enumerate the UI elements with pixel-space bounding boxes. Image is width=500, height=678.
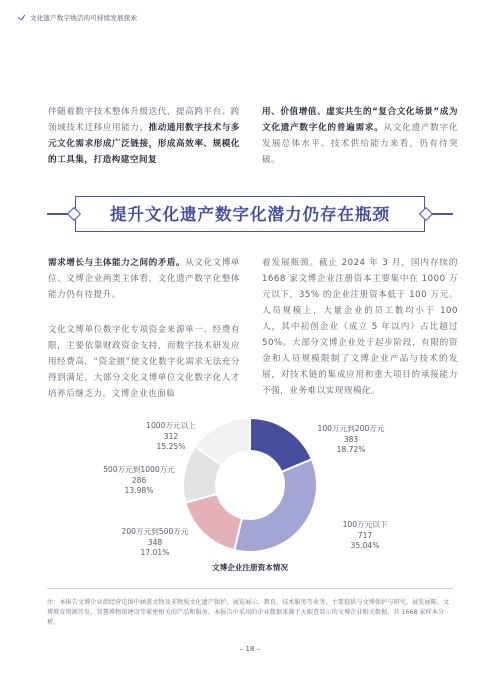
- slice-label-100-200: [296, 424, 406, 456]
- page-number: – 18 –: [239, 645, 261, 653]
- slice-value: 286: [131, 475, 147, 485]
- intro-right-text: 从文化遗产数字化发展总体水平、技术供给能力来看，仍有待突破。: [262, 123, 458, 165]
- slice-value: 717: [357, 530, 373, 540]
- intro-right-bold: 用、价值增值、虚实共生的“复合文化场景”成为文化遗产数字化的普遍需求。: [262, 107, 458, 133]
- slice-label-500-1000: [84, 465, 194, 497]
- slice-name: 100万元到200万元: [317, 424, 385, 433]
- slice-percent: 18.72%: [336, 445, 366, 454]
- body-left-paragraph-2: 文化文博单位数字化专项资金来源单一、经费有限，主要依靠财政资金支持，而数字技术研发应用经费高，“资金匮”使文化数字化需求无法充分得到满足，大部分文化文博单位文化数字化人才培养后继乏力。文博企业也面临: [48, 325, 240, 399]
- body-left-text: 从文化文博单位、文博企业两类主体看，文化遗产数字化整体能力仍有待提升。: [48, 258, 240, 300]
- footnote: 注：本报告文博企业指经营范围中涵盖文物及非物质文化遗产保护、展览展示、教育、技术服务等业务，主要提供与文博保护与研究、展览展陈、文博教育资源开发、智慧博物馆建设等紧密相关的产品和服务。本报告中采用的企业数据来源于天眼查显示的文博企业相关数据，共 1668 家样本分析。: [47, 599, 450, 626]
- intro-left-bold: 推动通用数字技术与多元文化需求形成广泛链接，形成高效率、规模化的工具集，打造构建空间复: [48, 123, 240, 165]
- body-left-lead: 需求增长与主体能力之间的矛盾。: [48, 258, 186, 268]
- slice-name: 1000万元以上: [146, 421, 196, 430]
- slice-value: 383: [343, 434, 359, 444]
- section-title: 提升文化遗产数字化潜力仍存在瓶颈: [110, 205, 390, 224]
- body-right-paragraph: 着发展瓶颈。截止 2024 年 3 月，国内存续的 1668 家文博企业注册资本主要集中在 1000 万元以下，35% 的企业注册资本低于 100 万元。人员规模上，大量企业的员工数均小于 100 人，其中初创企业（成立 5 年以内）占比超过 50%。大部分文博企业处于起步阶段，有限的资金和人员规模限制了文博企业产品与技术的发展，对技术链的集成应用和重大项目的承接能力不强，业务难以实现规模化。: [262, 258, 458, 396]
- slice-label-over-1000: [116, 421, 226, 453]
- slice-percent: 35.04%: [350, 541, 380, 550]
- footnote-divider: [47, 588, 453, 589]
- chart-caption: 文博企业注册资本情况: [212, 563, 288, 572]
- slice-name: 200万元到500万元: [121, 527, 189, 536]
- intro-left-text-1: 伴随着数字技术整体升级迭代，提高跨平台、跨领域技术迁移应用能力，: [48, 107, 240, 133]
- slice-label-under-100: [310, 520, 420, 552]
- slice-name: 500万元到1000万元: [103, 465, 175, 474]
- slice-label-200-500: [100, 527, 210, 559]
- slice-value: 312: [163, 431, 179, 441]
- slice-percent: 13.98%: [124, 486, 154, 495]
- donut-slice-1: [234, 459, 317, 552]
- slice-value: 348: [147, 537, 163, 547]
- slice-percent: 17.01%: [140, 548, 170, 557]
- slice-name: 100万元以下: [342, 520, 388, 529]
- slice-percent: 15.25%: [156, 442, 186, 451]
- running-header-title: 文化遗产数字焕活的可持续发展探索: [30, 14, 138, 22]
